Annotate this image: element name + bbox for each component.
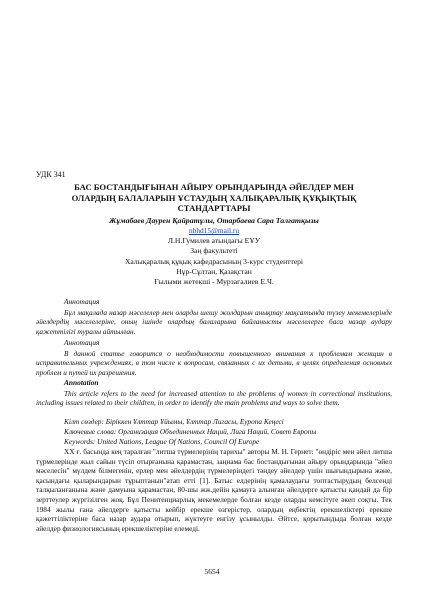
affiliation-faculty: Заң факультеті bbox=[190, 246, 238, 255]
annotation-en-text: This article refers to the need for increased attention to the problems of women in correctional institutions, including issues related to their children, in order to identify the main problems and ways to solve them. bbox=[36, 389, 392, 408]
title-line: СТАНДАРТТАРЫ bbox=[177, 203, 251, 213]
body-paragraph: XX ғ. басында кең таралған "литша түрмелерінің тарихы" авторы М. Н. Гернет: "өндіріс мен әйел литша түрмелерінде жыл сайын түсіп отырғанына қарамастан, заңнама бас бостандығынан айыру орындарында "әйел мәселесін" мүлдем білмегенін, ерлер мен әйелдердің түрмелеріндегі тәндеу әйелдер үшін шығындырына және, қасындағы қыларындарын тұрыптанын"атап етті [1]. Батыс елдерінің қамалаудағы топтастырудың белсенді талқыланғанына және дамуына қарамастан, 80-шы жж.дейін қамауға алынған әйелдерге қатысты қандай да бір зерттеулер жүргізілген жоқ. Бұл Пенитенциарлық мекемелерде болған кезде оларды кемсітуге әкеп соқты. Тек 1984 жылы ғана әйелдерге қатысты кейбір ерекше өзгерістер, олардың еңбектің ерекшеліктері ерекше қажеттіліктеріне баса назар аудара отырып, жүктеуге енгізу ұсынылды. Әйтсе, қорытындыда болған кезде әйелдер физиологиясының ерекшеліктеріне елемеді. bbox=[36, 447, 392, 533]
authors: Жұмабаев Даурен Қайратұлы, Отарбаева Сара Талғатқызы bbox=[109, 216, 319, 225]
annotation-ru-heading: Аннотация bbox=[64, 338, 100, 347]
title-line: ОЛАРДЫҢ БАЛАЛАРЫН ҰСТАУДЫҢ ХАЛЫҚАРАЛЫҚ ҚҰҚЫҚТЫҚ bbox=[71, 192, 357, 203]
annotation-ru-text: В данной статье говорится о необходимости повышенного внимания к проблемам женщин в исправительных учреждениях, в том числе к вопросам, связанных с их детьми, в целях определения основных проблем и путей их разрешения. bbox=[36, 349, 392, 377]
annotation-en-heading: Annotation bbox=[64, 378, 99, 387]
annotation-kz-text: Бұл мақалада назар мәселелер мен оларды шешу жолдарын анықтау мақсатында түзеу мекемелерінде әйелдердің мәселелеріне, оның ішінде олардың балаларына байланысты мәселелерге баса назар аудару қажеттілігі туралы айтылған. bbox=[36, 308, 392, 336]
keywords-kz: Кілт сөздер: Біріккен Ұлттар Ұйымы, Ұлттар Лигасы, Еуропа Кеңесі bbox=[64, 417, 284, 426]
affiliation-supervisor: Ғылыми жетекші - Мурзагалиев Е.Ч. bbox=[154, 277, 274, 286]
author-email-link[interactable]: nbhd15@mail.ru bbox=[188, 226, 240, 235]
keywords-en: Keywords: United Nations, League Of Nations, Council Of Europe bbox=[64, 437, 260, 446]
affiliation-department: Халықаралық құқық кафедрасының 3-курс студенттері bbox=[124, 257, 304, 266]
page-number: 5654 bbox=[204, 567, 220, 576]
annotation-kz-heading: Аннотация bbox=[64, 297, 100, 306]
keywords-ru: Ключевые слова: Организация Объединенных Наций, Лига Наций, Совет Европы bbox=[64, 427, 317, 436]
affiliation-city: Нұр-Сұлтан, Қазақстан bbox=[176, 267, 252, 276]
title-line: БАС БОСТАНДЫҒЫНАН АЙЫРУ ОРЫНДАРЫНДА ӘЙЕЛДЕР МЕН bbox=[74, 182, 354, 192]
udk-code: УДК 341 bbox=[36, 170, 66, 179]
affiliation-university: Л.Н.Гумилев атындағы ЕҰУ bbox=[167, 236, 261, 245]
article-title bbox=[36, 182, 392, 214]
